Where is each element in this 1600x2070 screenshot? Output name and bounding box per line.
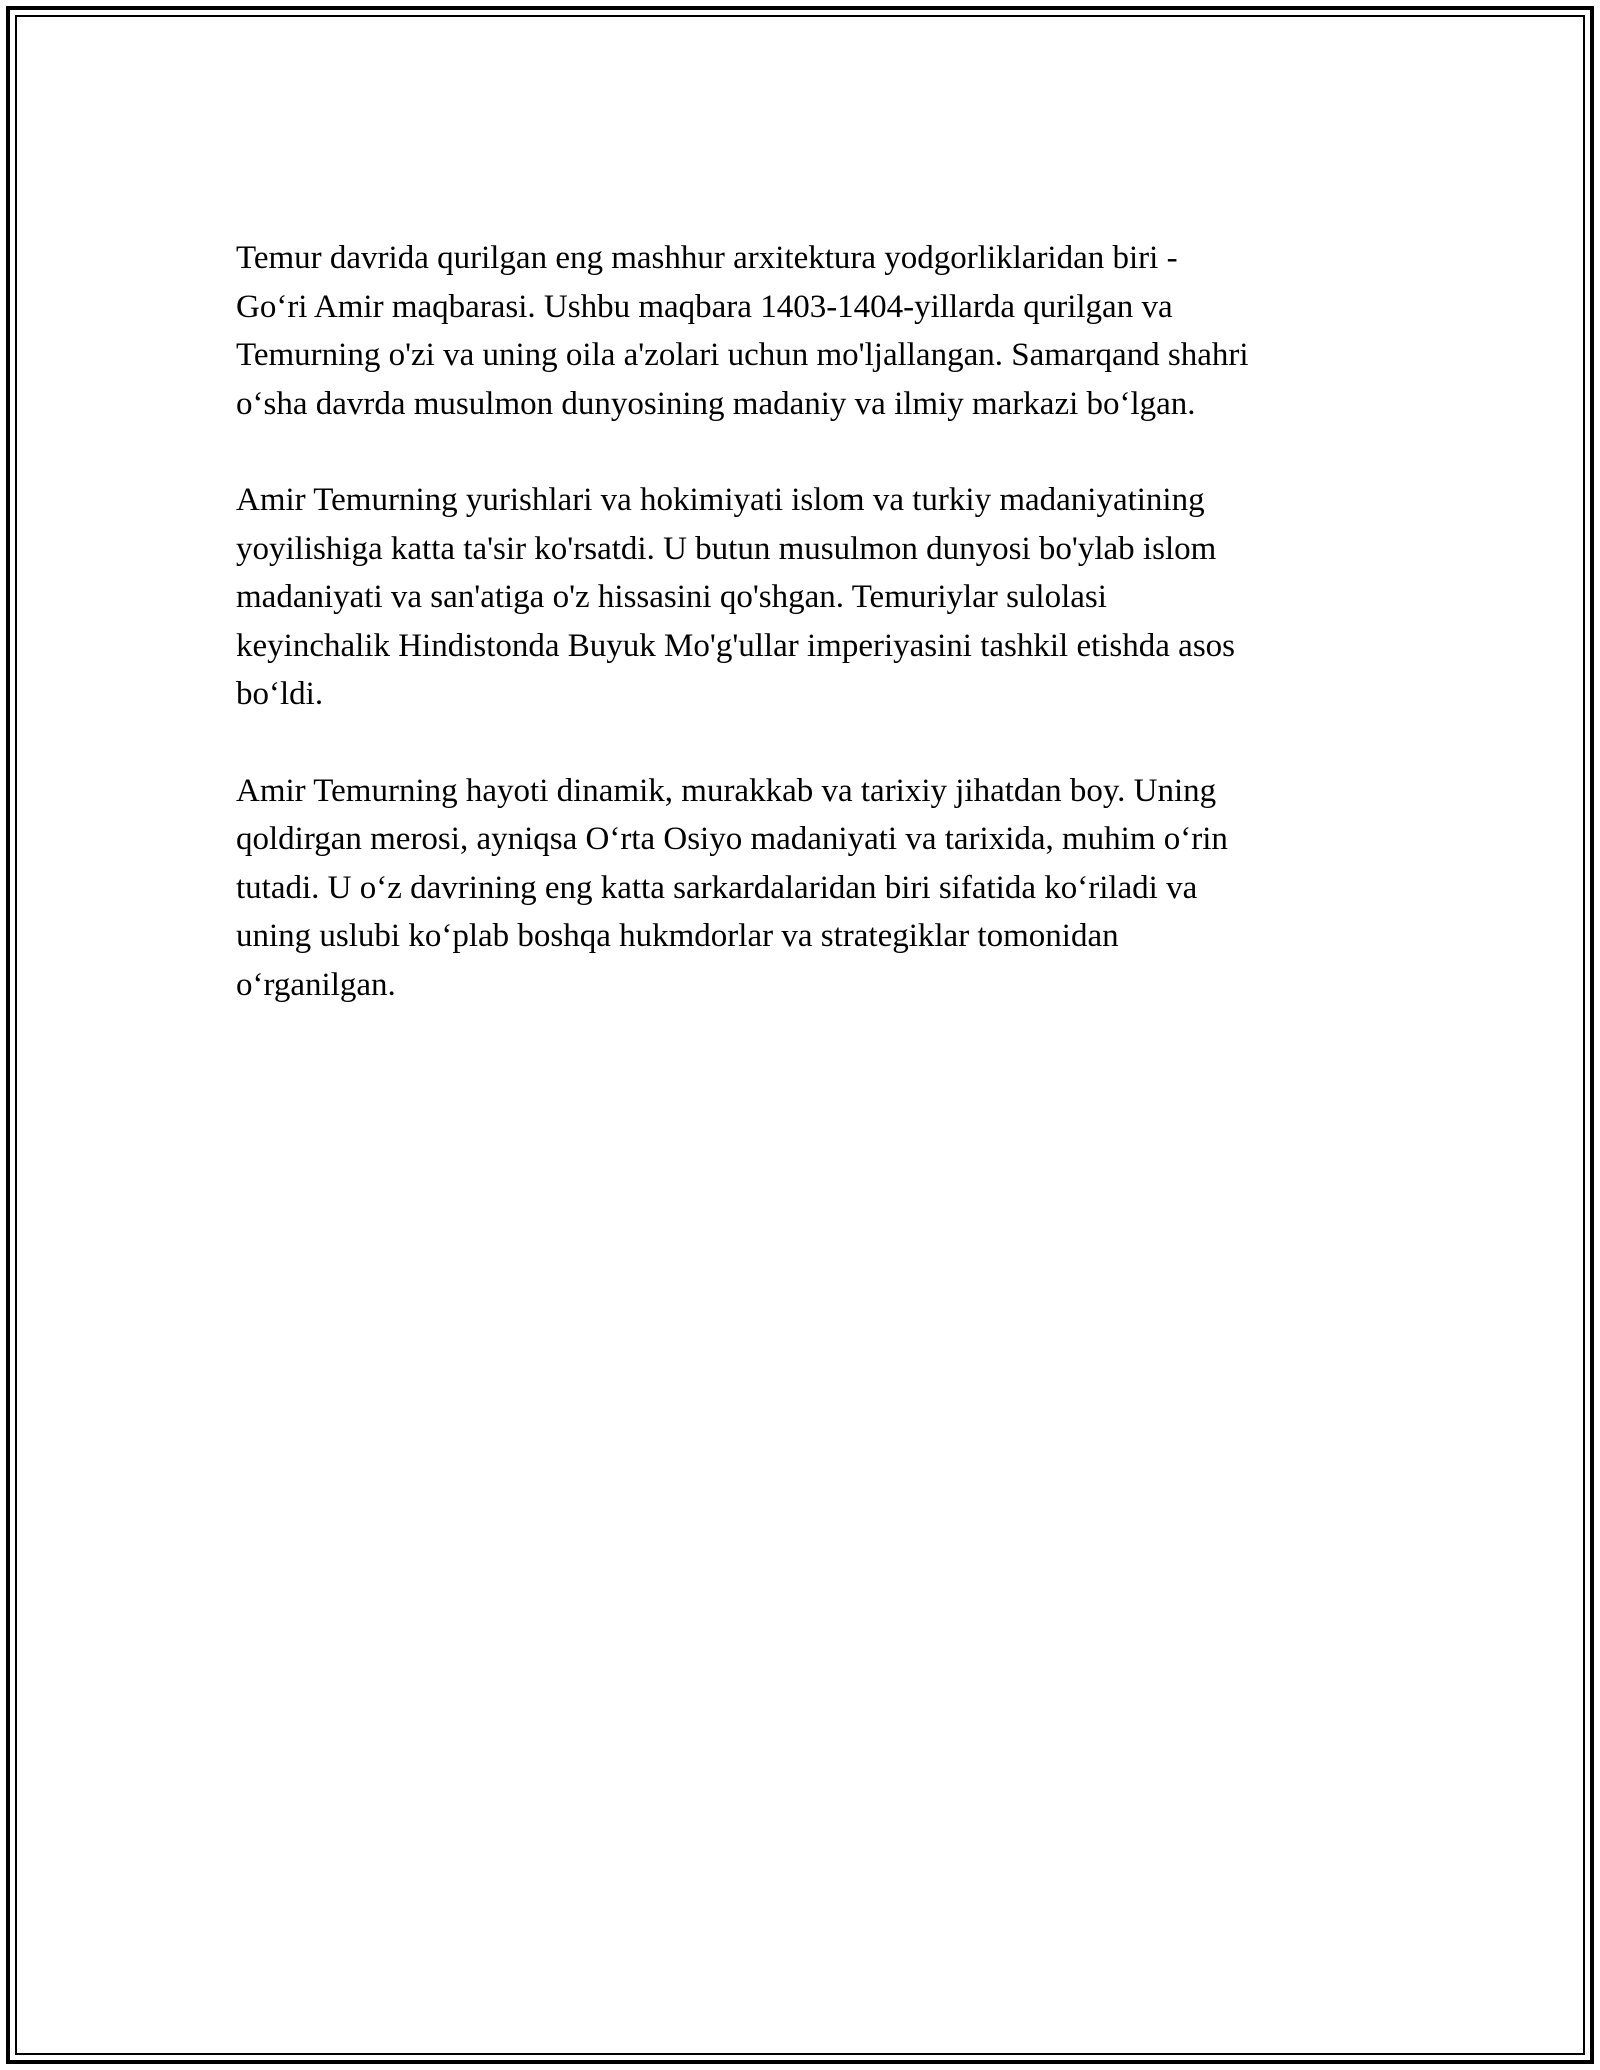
text-line: keyinchalik Hindistonda Buyuk Mo'g'ullar imperiyasini tashkil etishda asos bbox=[236, 627, 1236, 664]
text-line: madaniyati va san'atiga o'z hissasini qo'shgan. Temuriylar sulolasi bbox=[236, 579, 1107, 615]
text-line: qoldirgan merosi, ayniqsa O‘rta Osiyo madaniyati va tarixida, muhim o‘rin bbox=[236, 821, 1228, 857]
text-line: yoyilishiga katta ta'sir ko'rsatdi. U butun musulmon dunyosi bo'ylab islom bbox=[236, 530, 1217, 567]
text-line: Temur davrida qurilgan eng mashhur arxitektura yodgorliklaridan biri - bbox=[236, 240, 1178, 276]
text-line: tutadi. U o‘z davrining eng katta sarkardalaridan biri sifatida ko‘riladi va bbox=[236, 869, 1198, 906]
text-line: Temurning o'zi va uning oila a'zolari uchun mo'ljallangan. Samarqand shahri bbox=[236, 337, 1249, 373]
text-line: bo‘ldi. bbox=[236, 676, 324, 712]
text-line: o‘rganilgan. bbox=[236, 966, 396, 1003]
text-line: Amir Temurning hayoti dinamik, murakkab va tarixiy jihatdan boy. Uning bbox=[236, 772, 1217, 809]
paragraph-legacy bbox=[236, 767, 1376, 1010]
document-body bbox=[236, 234, 1376, 1057]
paragraph-gori-amir bbox=[236, 234, 1376, 428]
text-line: Amir Temurning yurishlari va hokimiyati islom va turkiy madaniyatining bbox=[236, 482, 1205, 518]
text-line: Go‘ri Amir maqbarasi. Ushbu maqbara 1403-1404-yillarda qurilgan va bbox=[236, 288, 1173, 325]
paragraph-influence bbox=[236, 476, 1376, 719]
text-line: o‘sha davrda musulmon dunyosining madaniy va ilmiy markazi bo‘lgan. bbox=[236, 385, 1196, 422]
text-line: uning uslubi ko‘plab boshqa hukmdorlar va strategiklar tomonidan bbox=[236, 918, 1119, 954]
